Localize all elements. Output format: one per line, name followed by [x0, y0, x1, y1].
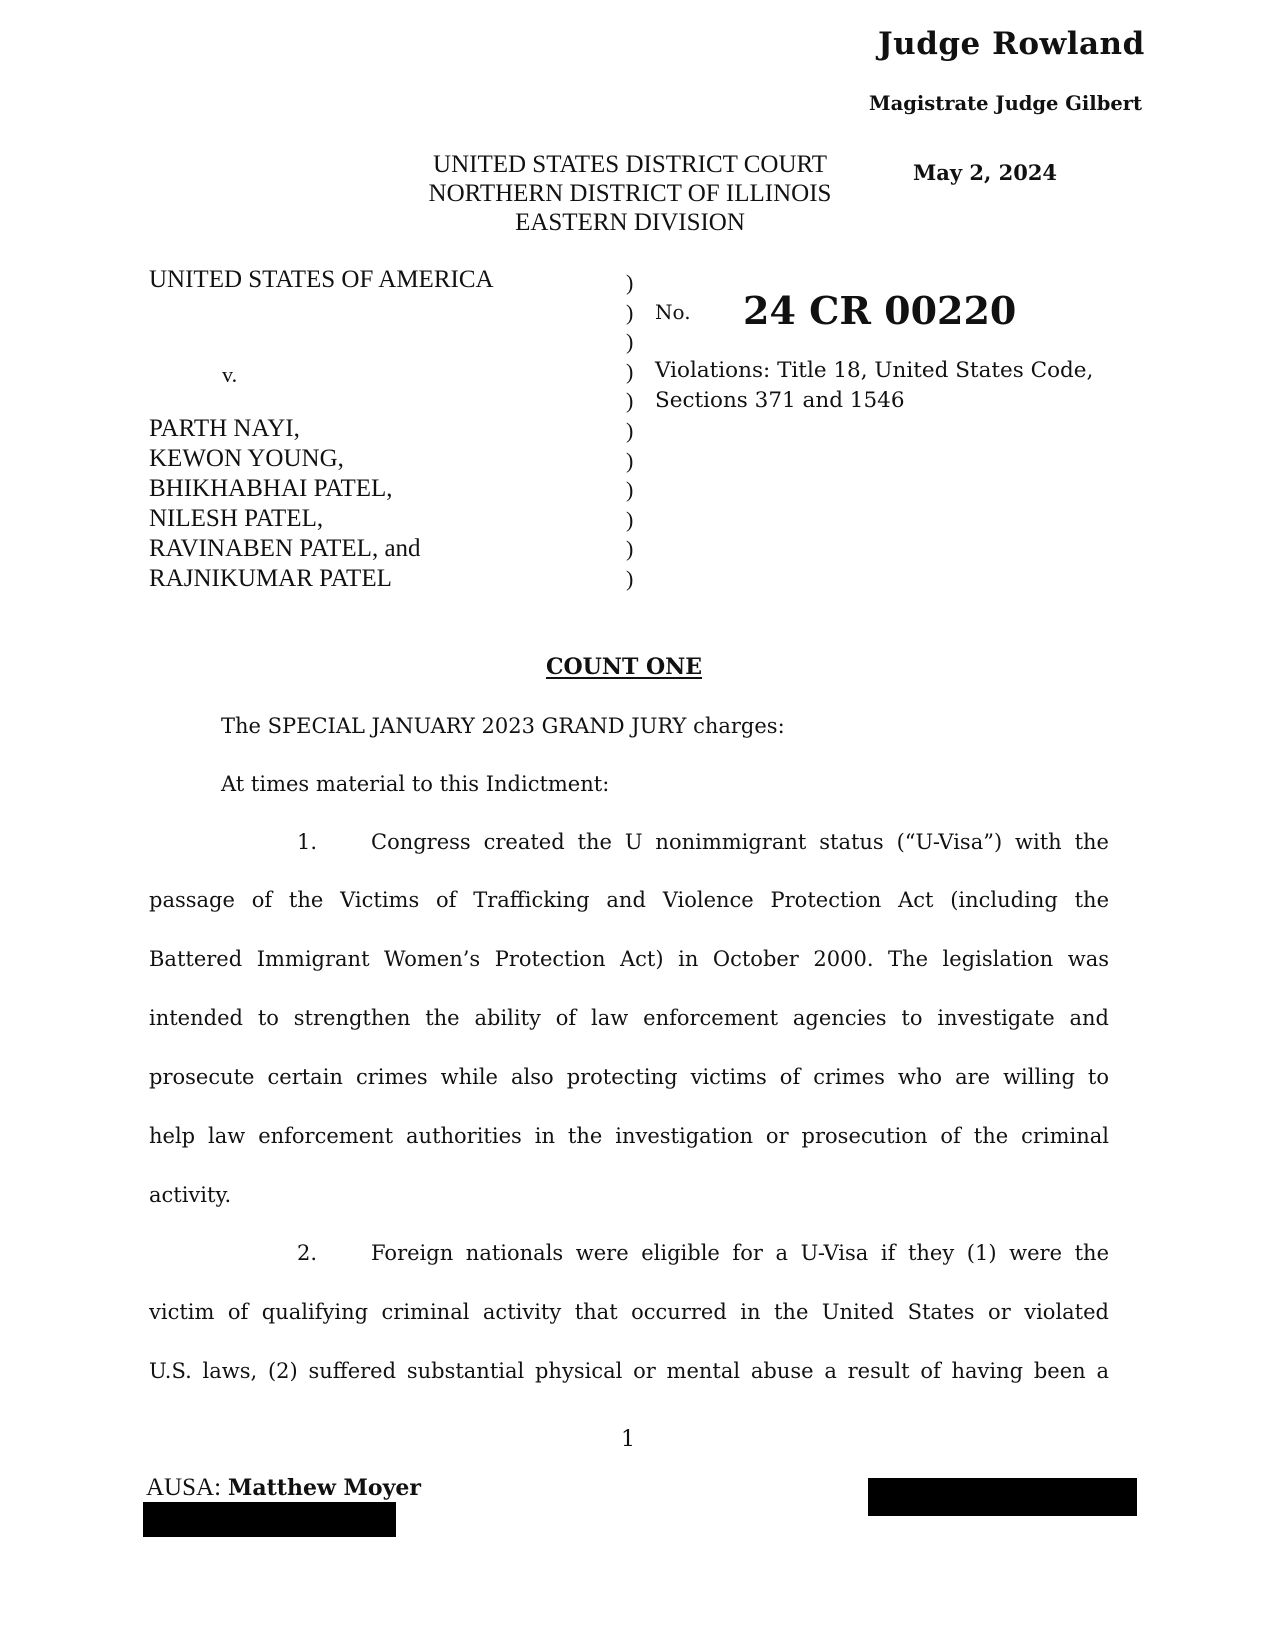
ausa-signature-line — [146, 1474, 421, 1502]
material-times-intro: At times material to this Indictment: — [221, 772, 610, 796]
defendant-name: RAVINABEN PATEL, and — [149, 535, 421, 562]
defendants-list — [149, 414, 421, 594]
court-line: UNITED STATES DISTRICT COURT — [433, 151, 827, 178]
defendant-name: KEWON YOUNG, — [149, 445, 344, 472]
paragraph-line: intended to strengthen the ability of law enforcement agencies to investigate and — [149, 1006, 1109, 1030]
paragraph-number: 1. — [297, 830, 318, 854]
caption-paren: ) — [626, 329, 634, 355]
paragraph-line: Foreign nationals were eligible for a U-Visa if they (1) were the — [371, 1241, 1109, 1265]
caption-paren: ) — [626, 299, 634, 325]
paragraph-line: Battered Immigrant Women’s Protection Act) in October 2000. The legislation was — [149, 947, 1109, 971]
redaction-box — [143, 1502, 396, 1537]
paragraph-line: victim of qualifying criminal activity that occurred in the United States or violated — [149, 1300, 1109, 1324]
paragraph-line: prosecute certain crimes while also protecting victims of crimes who are willing to — [149, 1065, 1109, 1089]
grand-jury-charges: The SPECIAL JANUARY 2023 GRAND JURY charges: — [221, 714, 785, 738]
count-heading: COUNT ONE — [546, 654, 703, 680]
redaction-box — [868, 1478, 1137, 1516]
defendant-name: NILESH PATEL, — [149, 505, 324, 532]
page-number: 1 — [621, 1427, 635, 1452]
violations-line: Sections 371 and 1546 — [655, 388, 905, 413]
case-number-label: No. — [655, 300, 691, 324]
violations-block — [655, 356, 1093, 416]
court-line: NORTHERN DISTRICT OF ILLINOIS — [428, 180, 832, 207]
court-line: EASTERN DIVISION — [515, 209, 745, 236]
paragraph-line: help law enforcement authorities in the investigation or prosecution of the criminal — [149, 1124, 1109, 1148]
violations-line: Violations: Title 18, United States Code, — [655, 358, 1094, 383]
defendant-name: PARTH NAYI, — [149, 415, 300, 442]
caption-paren: ) — [626, 477, 634, 503]
caption-paren: ) — [626, 536, 634, 562]
ausa-name: Matthew Moyer — [228, 1475, 421, 1501]
caption-paren: ) — [626, 270, 634, 295]
caption-paren: ) — [626, 417, 634, 443]
filed-date: May 2, 2024 — [913, 160, 1058, 185]
caption-paren: ) — [626, 506, 634, 532]
plaintiff-name: UNITED STATES OF AMERICA — [149, 266, 494, 293]
ausa-label: AUSA: — [146, 1474, 222, 1501]
caption-paren: ) — [626, 447, 634, 473]
caption-divider — [626, 268, 633, 594]
defendant-name: BHIKHABHAI PATEL, — [149, 475, 393, 502]
caption-paren: ) — [626, 565, 634, 591]
assigned-judge: Judge Rowland — [878, 26, 1145, 62]
caption-paren: ) — [626, 358, 634, 384]
paragraph-line: U.S. laws, (2) suffered substantial physical or mental abuse a result of having been a — [149, 1359, 1109, 1383]
caption-paren: ) — [626, 388, 634, 414]
paragraph-line: passage of the Victims of Trafficking and Violence Protection Act (including the — [149, 888, 1109, 912]
court-name-block — [390, 150, 870, 237]
versus-label: v. — [222, 362, 238, 387]
paragraph-line: Congress created the U nonimmigrant status (“U-Visa”) with the — [371, 830, 1109, 854]
defendant-name: RAJNIKUMAR PATEL — [149, 565, 392, 592]
magistrate-judge: Magistrate Judge Gilbert — [869, 92, 1143, 115]
case-number: 24 CR 00220 — [743, 288, 1017, 333]
paragraph-number: 2. — [297, 1241, 318, 1265]
paragraph-line: activity. — [149, 1183, 232, 1207]
